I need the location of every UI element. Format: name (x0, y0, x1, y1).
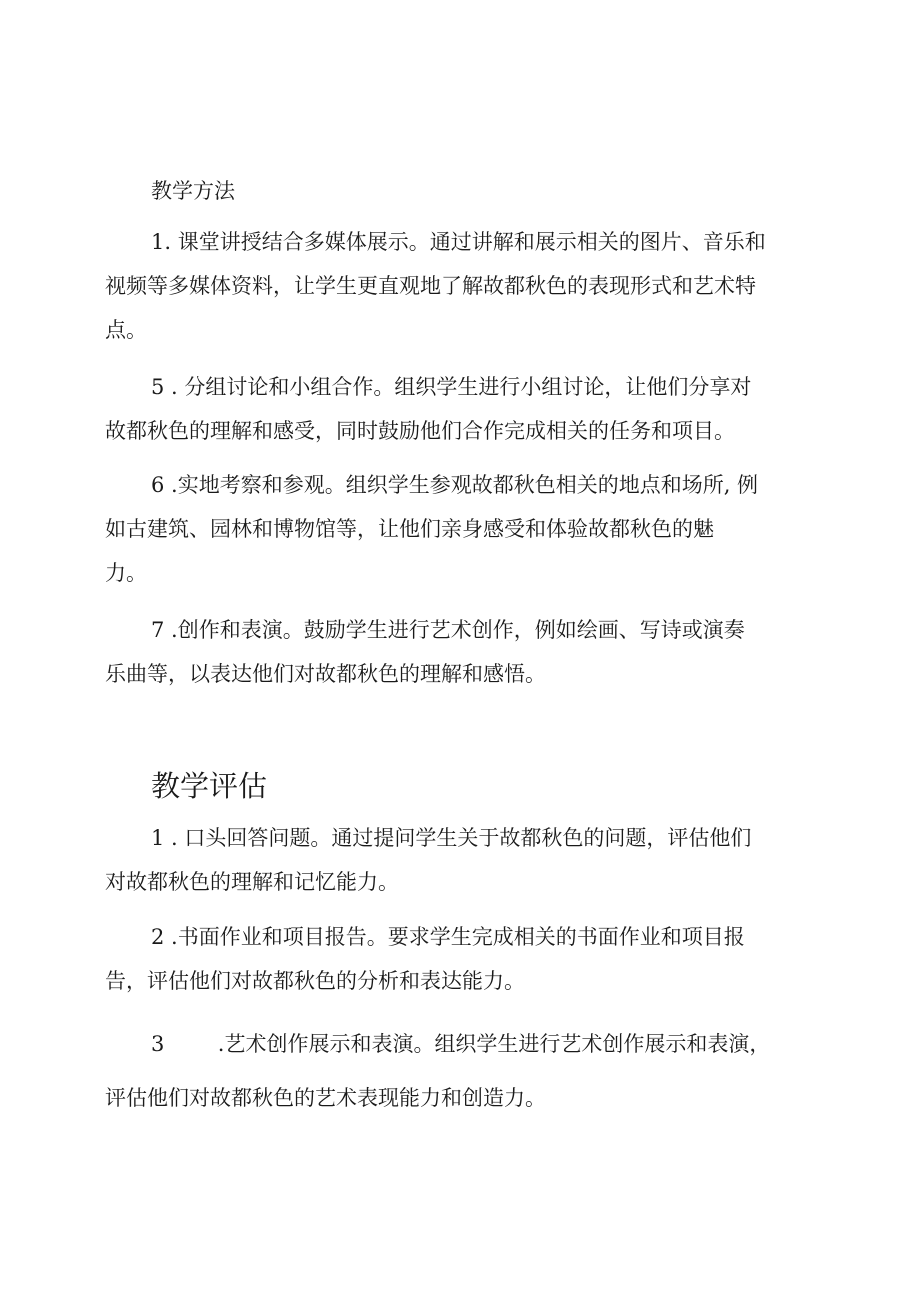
paragraph-line: 告，评估他们对故都秋色的分析和表达能力。 (105, 969, 525, 993)
paragraph-line: 力。 (105, 561, 147, 585)
paragraph-line: 视频等多媒体资料，让学生更直观地了解故都秋色的表现形式和艺术特 (105, 274, 756, 298)
paragraph-line: 2 .书面作业和项目报告。要求学生完成相关的书面作业和项目报 (151, 925, 745, 949)
paragraph-line: 对故都秋色的理解和记忆能力。 (105, 870, 399, 894)
method-item-1 (105, 220, 825, 352)
evaluation-item-1 (105, 816, 825, 904)
method-item-5 (105, 365, 825, 453)
paragraph-line: 7 .创作和表演。鼓励学生进行艺术创作，例如绘画、写诗或演奏 (151, 618, 745, 642)
section-title-teaching-methods: 教学方法 (151, 179, 235, 203)
section-title-teaching-evaluation: 教学评估 (151, 769, 268, 803)
paragraph-line: 1 . 口头回答问题。通过提问学生关于故都秋色的问题，评估他们 (151, 826, 752, 850)
paragraph-line: 点。 (105, 318, 147, 342)
method-item-6 (105, 463, 825, 595)
paragraph-line: 评估他们对故都秋色的艺术表现能力和创造力。 (105, 1086, 546, 1110)
method-item-7 (105, 608, 825, 696)
paragraph-line: 5 . 分组讨论和小组合作。组织学生进行小组讨论，让他们分享对 (151, 375, 752, 399)
paragraph-line: 6 .实地考察和参观。组织学生参观故都秋色相关的地点和场所, 例 (151, 473, 759, 497)
evaluation-item-3 (105, 1022, 825, 1120)
paragraph-line: 乐曲等，以表达他们对故都秋色的理解和感悟。 (105, 662, 546, 686)
paragraph-line: 故都秋色的理解和感受，同时鼓励他们合作完成相关的任务和项目。 (105, 419, 735, 443)
paragraph-line: 1. 课堂讲授结合多媒体展示。通过讲解和展示相关的图片、音乐和 (151, 230, 766, 254)
paragraph-line: 如古建筑、园林和博物馆等，让他们亲身感受和体验故都秋色的魅 (105, 517, 714, 541)
evaluation-item-2 (105, 915, 825, 1003)
paragraph-line: 3 .艺术创作展示和表演。组织学生进行艺术创作展示和表演， (151, 1032, 771, 1056)
